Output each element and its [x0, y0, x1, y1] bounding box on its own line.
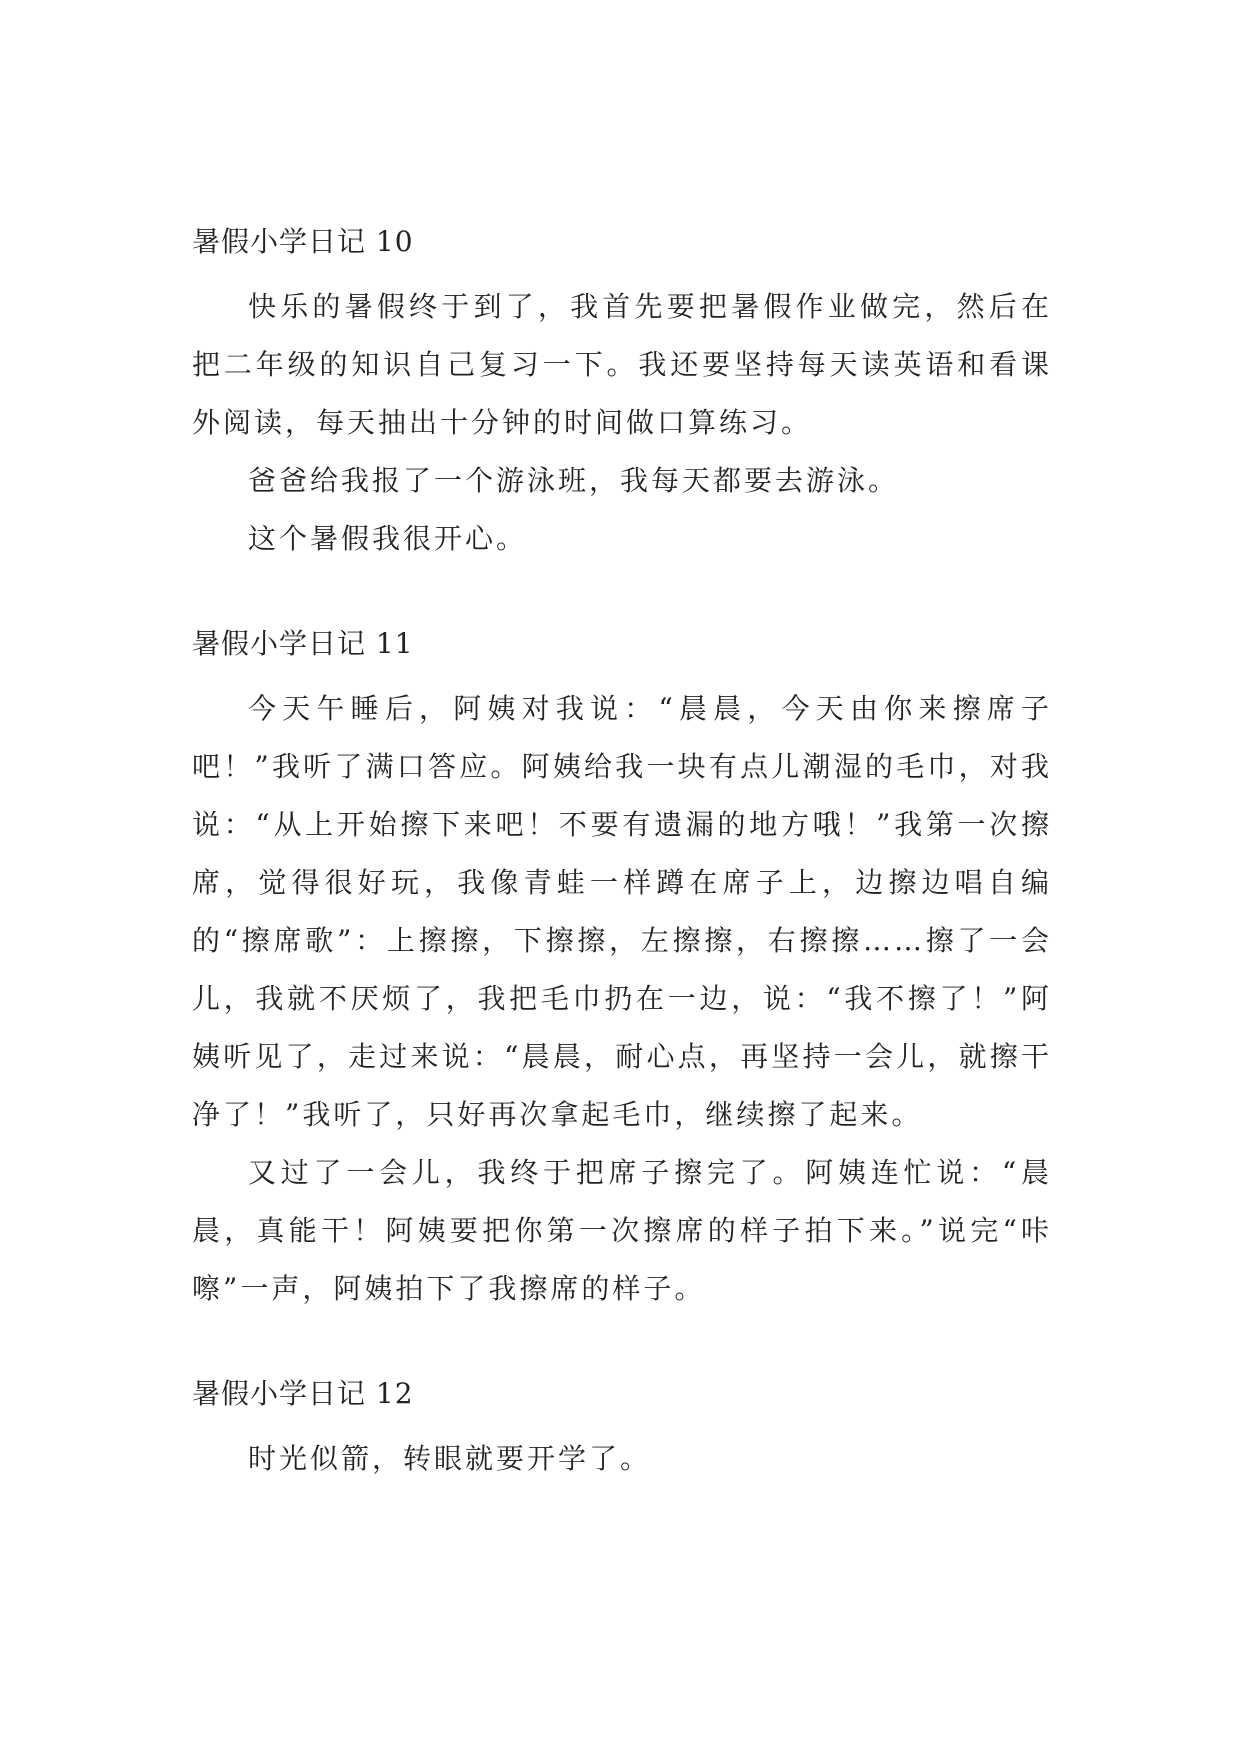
diary-entry-11	[192, 624, 1052, 1318]
diary-paragraph: 快乐的暑假终于到了，我首先要把暑假作业做完，然后在把二年级的知识自己复习一下。我还要坚持每天读英语和看课外阅读，每天抽出十分钟的时间做口算练习。	[192, 290, 1052, 439]
diary-entry-10	[192, 222, 1052, 568]
diary-title: 暑假小学日记 10	[192, 225, 414, 258]
diary-paragraph: 这个暑假我很开心。	[248, 522, 528, 555]
diary-paragraph: 今天午睡后，阿姨对我说：“晨晨，今天由你来擦席子吧！”我听了满口答应。阿姨给我一块有点儿潮湿的毛巾，对我说：“从上开始擦下来吧！不要有遗漏的地方哦！”我第一次擦席，觉得很好玩，我像青蛙一样蹲在席子上，边擦边唱自编的“擦席歌”：上擦擦，下擦擦，左擦擦，右擦擦……擦了一会儿，我就不厌烦了，我把毛巾扔在一边，说：“我不擦了！”阿姨听见了，走过来说：“晨晨，耐心点，再坚持一会儿，就擦干净了！”我听了，只好再次拿起毛巾，继续擦了起来。	[192, 692, 1052, 1131]
diary-paragraph: 时光似箭，转眼就要开学了。	[248, 1442, 652, 1475]
diary-title: 暑假小学日记 11	[192, 627, 414, 660]
diary-paragraph: 又过了一会儿，我终于把席子擦完了。阿姨连忙说：“晨晨，真能干！阿姨要把你第一次擦席的样子拍下来。”说完“咔嚓”一声，阿姨拍下了我擦席的样子。	[192, 1156, 1052, 1305]
diary-entry-12	[192, 1374, 1052, 1488]
diary-paragraph: 爸爸给我报了一个游泳班，我每天都要去游泳。	[248, 464, 900, 497]
document-page	[192, 222, 1052, 1544]
diary-title: 暑假小学日记 12	[192, 1377, 414, 1410]
